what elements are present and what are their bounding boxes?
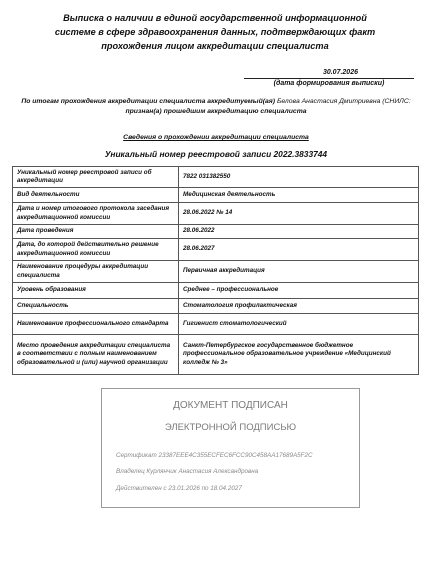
row-value: Гигиенист стоматологический	[179, 314, 419, 335]
table-row	[13, 335, 419, 375]
row-label: Дата, до которой действительно решение аккредитационной комиссии	[13, 239, 179, 261]
table-row	[13, 283, 419, 299]
row-value: Медицинская деятельность	[179, 188, 419, 203]
row-label: Уникальный номер реестровой записи об аккредитации	[13, 167, 179, 188]
table-row	[13, 167, 419, 188]
table-row	[13, 299, 419, 314]
stamp-validity: Действителен с 23.01.2026 по 18.04.2027	[116, 485, 242, 492]
document-title	[40, 11, 390, 53]
issue-date-caption: (дата формирования выписки)	[273, 80, 385, 87]
row-label: Место проведения аккредитации специалиста в соответствии с полным наименованием образовательной и (или) научной организации	[13, 335, 179, 375]
title-line-1: Выписка о наличии в единой государственной информационной	[63, 13, 367, 23]
person-name: Белова Анастасия Дмитриевна (СНИЛС:	[276, 98, 411, 105]
intro-prefix: По итогам прохождения аккредитации специалиста аккредитуемый(ая)	[21, 98, 276, 105]
intro-paragraph	[14, 97, 418, 117]
row-value: Среднее – профессиональное	[179, 283, 419, 299]
row-value: Стоматология профилактическая	[179, 299, 419, 314]
accreditation-table	[12, 166, 419, 375]
stamp-title-signed: ДОКУМЕНТ ПОДПИСАН	[173, 400, 288, 411]
table-row	[13, 203, 419, 225]
issue-date: 30.07.2026	[244, 68, 414, 79]
section-heading: Сведения о прохождении аккредитации специалиста	[123, 134, 309, 141]
row-label: Уровень образования	[13, 283, 179, 299]
intro-suffix: признан(а) прошедшим аккредитацию специалиста	[125, 108, 307, 115]
row-label: Специальность	[13, 299, 179, 314]
registry-number-line	[14, 149, 418, 159]
row-label: Вид деятельности	[13, 188, 179, 203]
electronic-signature-stamp	[101, 388, 360, 508]
table-row	[13, 261, 419, 283]
title-line-2: системе в сфере здравоохранения данных, подтверждающих факт	[54, 27, 376, 37]
stamp-owner: Владелец Курлянчик Анастасия Александровна	[116, 468, 259, 475]
row-label: Наименование процедуры аккредитации специалиста	[13, 261, 179, 283]
row-value: 28.06.2022	[179, 225, 419, 239]
row-value: Санкт-Петербургское государственное бюджетное профессиональное образовательное учреждение «Медицинский колледж № 3»	[179, 335, 419, 375]
row-label: Наименование профессионального стандарта	[13, 314, 179, 335]
table-row	[13, 314, 419, 335]
table-row	[13, 239, 419, 261]
row-value: 7822 031382550	[179, 167, 419, 188]
row-value: Первичная аккредитация	[179, 261, 419, 283]
table-row	[13, 225, 419, 239]
registry-label: Уникальный номер реестровой записи	[104, 149, 272, 159]
row-label: Дата проведения	[13, 225, 179, 239]
registry-number: 2022.3833744	[273, 149, 328, 159]
stamp-title-electronic: ЭЛЕКТРОННОЙ ПОДПИСЬЮ	[164, 422, 297, 433]
row-value: 28.06.2022 № 14	[179, 203, 419, 225]
title-line-3: прохождения лицом аккредитации специалиста	[101, 41, 329, 51]
table-row	[13, 188, 419, 203]
issue-date-block	[244, 68, 414, 89]
row-label: Дата и номер итогового протокола заседания аккредитационной комиссии	[13, 203, 179, 225]
row-value: 28.06.2027	[179, 239, 419, 261]
stamp-certificate: Сертификат 23387EEE4C355ECFEC6FCC90C458AA17689A5F2C	[116, 452, 313, 459]
